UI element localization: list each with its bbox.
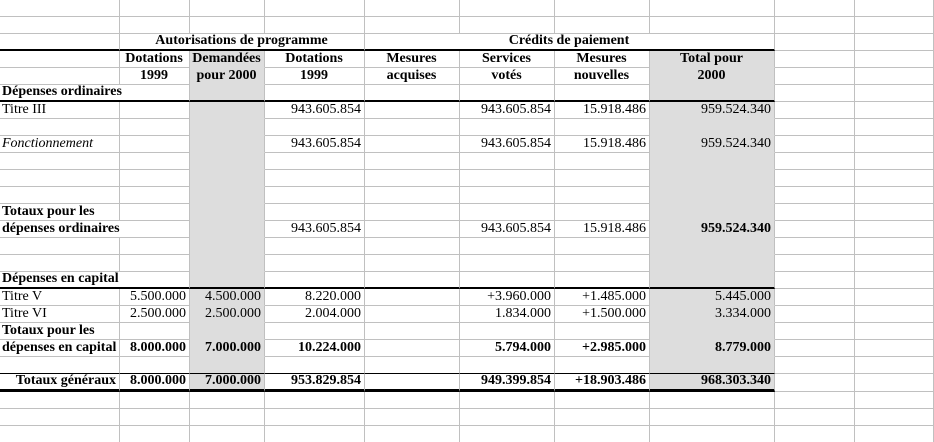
cell[interactable]: [365, 374, 460, 392]
cell[interactable]: [190, 187, 265, 204]
cell[interactable]: [265, 153, 365, 170]
cell[interactable]: [265, 170, 365, 187]
cell[interactable]: [855, 306, 934, 323]
cell-titre6-services-votes[interactable]: 1.834.000: [460, 306, 555, 323]
cell[interactable]: [190, 119, 265, 136]
cell[interactable]: [775, 187, 855, 204]
cell[interactable]: [855, 426, 934, 442]
cell[interactable]: [460, 204, 555, 221]
cell[interactable]: [775, 0, 855, 17]
cell[interactable]: [775, 68, 855, 85]
cell[interactable]: [555, 272, 650, 289]
table-row: [0, 426, 934, 442]
cell[interactable]: [855, 357, 934, 374]
cell[interactable]: [0, 170, 120, 187]
cell[interactable]: [775, 34, 855, 51]
cell[interactable]: [0, 51, 120, 68]
cell[interactable]: [775, 204, 855, 221]
group-header-autorisations[interactable]: Autorisations de programme: [120, 34, 365, 51]
cell[interactable]: [460, 170, 555, 187]
col-header-total-2000-line2[interactable]: 2000: [650, 68, 775, 85]
cell-totaux-capital-services-votes[interactable]: 5.794.000: [460, 340, 555, 357]
cell[interactable]: [120, 323, 190, 340]
cell[interactable]: [0, 34, 120, 51]
cell[interactable]: [460, 85, 555, 102]
cell[interactable]: [775, 221, 855, 238]
cell[interactable]: [0, 17, 120, 34]
cell-fonctionnement-dotations-1999[interactable]: 943.605.854: [265, 136, 365, 153]
cell[interactable]: [365, 340, 460, 357]
cell[interactable]: [190, 153, 265, 170]
cell[interactable]: [190, 323, 265, 340]
col-header-mesures-nouvelles[interactable]: Mesures: [555, 51, 650, 68]
cell[interactable]: [365, 272, 460, 289]
cell[interactable]: [460, 392, 555, 409]
cell-totaux-ordinaires-label-line2[interactable]: dépenses ordinaires: [0, 221, 190, 238]
cell[interactable]: [555, 392, 650, 409]
table-row: [0, 238, 934, 255]
cell[interactable]: [365, 204, 460, 221]
cell[interactable]: [460, 409, 555, 426]
cell-titre6-mesures-nouvelles[interactable]: +1.500.000: [555, 306, 650, 323]
cell[interactable]: [555, 409, 650, 426]
cell-totaux-generaux-total-2000[interactable]: 968.303.340: [650, 374, 775, 392]
cell[interactable]: [775, 289, 855, 306]
cell[interactable]: [190, 170, 265, 187]
table-row: [0, 255, 934, 272]
group-header-credits[interactable]: Crédits de paiement: [365, 34, 775, 51]
cell-titre5-mesures-nouvelles[interactable]: +1.485.000: [555, 289, 650, 306]
table-row: [0, 136, 934, 153]
table-row: [0, 357, 934, 374]
cell[interactable]: [120, 170, 190, 187]
cell[interactable]: [0, 392, 120, 409]
cell[interactable]: [460, 0, 555, 17]
table-row: [0, 34, 934, 51]
cell[interactable]: [190, 357, 265, 374]
cell-totaux-generaux-demandees-2000[interactable]: 7.000.000: [190, 374, 265, 392]
cell[interactable]: [265, 357, 365, 374]
cell[interactable]: [855, 187, 934, 204]
cell[interactable]: [855, 0, 934, 17]
cell[interactable]: [460, 272, 555, 289]
cell-titre6-demandees-2000[interactable]: 2.500.000: [190, 306, 265, 323]
table-row: [0, 306, 934, 323]
cell[interactable]: [775, 357, 855, 374]
col-header-total-2000[interactable]: Total pour: [650, 51, 775, 68]
cell-fonctionnement-services-votes[interactable]: 943.605.854: [460, 136, 555, 153]
cell[interactable]: [855, 392, 934, 409]
cell[interactable]: [190, 426, 265, 442]
cell-totaux-ordinaires-label-line1[interactable]: Totaux pour les: [0, 204, 120, 221]
cell[interactable]: [0, 426, 120, 442]
cell-totaux-capital-total-2000[interactable]: 8.779.000: [650, 340, 775, 357]
cell[interactable]: [775, 374, 855, 392]
cell[interactable]: [190, 392, 265, 409]
cell[interactable]: [775, 426, 855, 442]
cell[interactable]: [855, 17, 934, 34]
cell[interactable]: [265, 204, 365, 221]
cell[interactable]: [855, 170, 934, 187]
table-row: [0, 170, 934, 187]
table-row: [0, 340, 934, 357]
cell[interactable]: [190, 85, 265, 102]
cell[interactable]: [650, 0, 775, 17]
cell[interactable]: [265, 238, 365, 255]
cell[interactable]: [265, 17, 365, 34]
cell[interactable]: [855, 68, 934, 85]
col-header-services-votes[interactable]: Services: [460, 51, 555, 68]
cell[interactable]: [855, 119, 934, 136]
cell[interactable]: [265, 272, 365, 289]
cell[interactable]: [0, 238, 120, 255]
cell-titre5-dotations-1999-ap[interactable]: 5.500.000: [120, 289, 190, 306]
cell[interactable]: [120, 426, 190, 442]
cell[interactable]: [0, 187, 120, 204]
cell[interactable]: [120, 136, 190, 153]
cell[interactable]: [365, 357, 460, 374]
cell-titre6-dotations-1999-ap[interactable]: 2.500.000: [120, 306, 190, 323]
cell[interactable]: [650, 187, 775, 204]
cell[interactable]: [120, 255, 190, 272]
cell[interactable]: [650, 17, 775, 34]
cell[interactable]: [855, 323, 934, 340]
section-header-depenses-ordinaires[interactable]: Dépenses ordinaires: [0, 85, 190, 102]
cell[interactable]: [120, 392, 190, 409]
cell-titre6-dotations-1999[interactable]: 2.004.000: [265, 306, 365, 323]
cell-totaux-ordinaires-services-votes[interactable]: 943.605.854: [460, 221, 555, 238]
cell[interactable]: [650, 238, 775, 255]
cell[interactable]: [855, 221, 934, 238]
cell[interactable]: [365, 289, 460, 306]
cell-totaux-capital-demandees-2000[interactable]: 7.000.000: [190, 340, 265, 357]
cell-totaux-capital-dotations-1999[interactable]: 10.224.000: [265, 340, 365, 357]
cell[interactable]: [190, 272, 265, 289]
cell[interactable]: [265, 409, 365, 426]
cell[interactable]: [460, 426, 555, 442]
table-row: [0, 204, 934, 221]
cell[interactable]: [555, 255, 650, 272]
cell[interactable]: [120, 0, 190, 17]
cell[interactable]: [855, 85, 934, 102]
table-row: [0, 119, 934, 136]
table-row: [0, 272, 934, 289]
cell[interactable]: [775, 119, 855, 136]
col-header-mesures-acquises[interactable]: Mesures: [365, 51, 460, 68]
cell-titre3-services-votes[interactable]: 943.605.854: [460, 102, 555, 119]
table-row: [0, 102, 934, 119]
cell-totaux-generaux-mesures-nouvelles[interactable]: +18.903.486: [555, 374, 650, 392]
cell[interactable]: [555, 0, 650, 17]
cell-totaux-generaux-dotations-1999[interactable]: 953.829.854: [265, 374, 365, 392]
table-row: [0, 409, 934, 426]
cell[interactable]: [190, 238, 265, 255]
cell[interactable]: [775, 102, 855, 119]
cell[interactable]: [190, 0, 265, 17]
cell[interactable]: [460, 323, 555, 340]
table-row: [0, 221, 934, 238]
cell[interactable]: [855, 153, 934, 170]
cell[interactable]: [855, 34, 934, 51]
cell-totaux-generaux-services-votes[interactable]: 949.399.854: [460, 374, 555, 392]
col-header-dotations-1999-ap[interactable]: Dotations: [120, 51, 190, 68]
cell[interactable]: [855, 51, 934, 68]
cell[interactable]: [855, 340, 934, 357]
table-row: [0, 323, 934, 340]
cell[interactable]: [265, 119, 365, 136]
cell[interactable]: [120, 119, 190, 136]
section-header-depenses-en-capital[interactable]: Dépenses en capital: [0, 272, 190, 289]
cell[interactable]: [775, 306, 855, 323]
cell[interactable]: [0, 409, 120, 426]
cell[interactable]: [120, 204, 190, 221]
cell[interactable]: [120, 238, 190, 255]
col-header-mesures-nouvelles-line2[interactable]: nouvelles: [555, 68, 650, 85]
cell-titre5-total-2000[interactable]: 5.445.000: [650, 289, 775, 306]
cell[interactable]: [775, 85, 855, 102]
cell[interactable]: [855, 255, 934, 272]
cell-titre6-total-2000[interactable]: 3.334.000: [650, 306, 775, 323]
cell[interactable]: [190, 409, 265, 426]
cell[interactable]: [0, 255, 120, 272]
cell[interactable]: [365, 409, 460, 426]
cell[interactable]: [120, 17, 190, 34]
cell[interactable]: [120, 357, 190, 374]
cell[interactable]: [775, 409, 855, 426]
cell-titre5-label[interactable]: Titre V: [0, 289, 120, 306]
col-header-mesures-acquises-line2[interactable]: acquises: [365, 68, 460, 85]
col-header-dotations-1999-ap-line2[interactable]: 1999: [120, 68, 190, 85]
cell[interactable]: [855, 374, 934, 392]
col-header-services-votes-line2[interactable]: votés: [460, 68, 555, 85]
cell[interactable]: [365, 170, 460, 187]
cell-totaux-capital-mesures-nouvelles[interactable]: +2.985.000: [555, 340, 650, 357]
cell[interactable]: [775, 323, 855, 340]
cell[interactable]: [365, 119, 460, 136]
table-row: [0, 17, 934, 34]
cell[interactable]: [855, 204, 934, 221]
col-header-dotations-1999-cp-line2[interactable]: 1999: [265, 68, 365, 85]
cell[interactable]: [555, 187, 650, 204]
cell[interactable]: [190, 204, 265, 221]
cell[interactable]: [650, 357, 775, 374]
cell[interactable]: [120, 153, 190, 170]
cell-totaux-ordinaires-dotations-1999[interactable]: 943.605.854: [265, 221, 365, 238]
cell[interactable]: [460, 153, 555, 170]
cell-titre3-dotations-1999[interactable]: 943.605.854: [265, 102, 365, 119]
cell[interactable]: [265, 426, 365, 442]
cell[interactable]: [120, 187, 190, 204]
cell[interactable]: [0, 153, 120, 170]
cell-totaux-capital-label-line1[interactable]: Totaux pour les: [0, 323, 120, 340]
cell[interactable]: [120, 409, 190, 426]
cell[interactable]: [460, 255, 555, 272]
cell-totaux-generaux-label[interactable]: Totaux généraux: [0, 374, 120, 392]
cell[interactable]: [650, 426, 775, 442]
table-row: [0, 153, 934, 170]
cell[interactable]: [650, 272, 775, 289]
cell[interactable]: [775, 153, 855, 170]
cell[interactable]: [365, 136, 460, 153]
cell[interactable]: [460, 119, 555, 136]
cell[interactable]: [190, 17, 265, 34]
cell[interactable]: [190, 255, 265, 272]
cell[interactable]: [555, 153, 650, 170]
cell[interactable]: [265, 85, 365, 102]
cell[interactable]: [265, 255, 365, 272]
cell[interactable]: [555, 323, 650, 340]
table-row: [0, 374, 934, 392]
table-row: [0, 289, 934, 306]
cell[interactable]: [365, 426, 460, 442]
cell-fonctionnement-total-2000[interactable]: 959.524.340: [650, 136, 775, 153]
cell[interactable]: [265, 323, 365, 340]
cell-totaux-capital-dotations-1999-ap[interactable]: 8.000.000: [120, 340, 190, 357]
cell-totaux-capital-label-line2[interactable]: dépenses en capital: [0, 340, 120, 357]
col-header-demandees-2000[interactable]: Demandées: [190, 51, 265, 68]
cell[interactable]: [555, 170, 650, 187]
cell[interactable]: [555, 357, 650, 374]
cell[interactable]: [775, 51, 855, 68]
cell-fonctionnement-label[interactable]: Fonctionnement: [0, 136, 120, 153]
cell[interactable]: [650, 204, 775, 221]
cell[interactable]: [265, 0, 365, 17]
cell[interactable]: [0, 0, 120, 17]
cell-titre6-label[interactable]: Titre VI: [0, 306, 120, 323]
cell[interactable]: [555, 17, 650, 34]
table-row: [0, 187, 934, 204]
cell[interactable]: [365, 187, 460, 204]
cell[interactable]: [460, 357, 555, 374]
cell[interactable]: [650, 85, 775, 102]
cell[interactable]: [365, 153, 460, 170]
cell[interactable]: [775, 170, 855, 187]
cell[interactable]: [855, 136, 934, 153]
cell-titre5-demandees-2000[interactable]: 4.500.000: [190, 289, 265, 306]
cell[interactable]: [555, 85, 650, 102]
cell[interactable]: [775, 392, 855, 409]
cell[interactable]: [855, 289, 934, 306]
col-header-demandees-2000-line2[interactable]: pour 2000: [190, 68, 265, 85]
cell-titre3-mesures-nouvelles[interactable]: 15.918.486: [555, 102, 650, 119]
cell[interactable]: [190, 136, 265, 153]
cell[interactable]: [190, 221, 265, 238]
cell[interactable]: [555, 204, 650, 221]
cell[interactable]: [365, 255, 460, 272]
cell[interactable]: [365, 0, 460, 17]
table-row: [0, 392, 934, 409]
cell[interactable]: [775, 17, 855, 34]
cell[interactable]: [365, 221, 460, 238]
cell[interactable]: [0, 357, 120, 374]
cell[interactable]: [555, 426, 650, 442]
cell[interactable]: [555, 238, 650, 255]
cell[interactable]: [775, 272, 855, 289]
cell[interactable]: [365, 323, 460, 340]
cell[interactable]: [855, 238, 934, 255]
cell-titre3-total-2000[interactable]: 959.524.340: [650, 102, 775, 119]
cell-totaux-generaux-dotations-1999-ap[interactable]: 8.000.000: [120, 374, 190, 392]
cell[interactable]: [120, 102, 190, 119]
cell-titre5-dotations-1999[interactable]: 8.220.000: [265, 289, 365, 306]
cell[interactable]: [0, 68, 120, 85]
cell[interactable]: [365, 85, 460, 102]
cell[interactable]: [0, 119, 120, 136]
cell[interactable]: [650, 153, 775, 170]
cell-totaux-ordinaires-total-2000[interactable]: 959.524.340: [650, 221, 775, 238]
cell[interactable]: [775, 238, 855, 255]
cell-fonctionnement-mesures-nouvelles[interactable]: 15.918.486: [555, 136, 650, 153]
col-header-dotations-1999-cp[interactable]: Dotations: [265, 51, 365, 68]
cell[interactable]: [265, 187, 365, 204]
cell[interactable]: [650, 323, 775, 340]
cell[interactable]: [365, 102, 460, 119]
table-row: [0, 51, 934, 68]
cell[interactable]: [365, 238, 460, 255]
cell[interactable]: [650, 255, 775, 272]
cell[interactable]: [190, 102, 265, 119]
cell[interactable]: [460, 187, 555, 204]
cell-titre3-label[interactable]: Titre III: [0, 102, 120, 119]
cell[interactable]: [650, 119, 775, 136]
cell-titre5-services-votes[interactable]: +3.960.000: [460, 289, 555, 306]
cell[interactable]: [855, 102, 934, 119]
cell[interactable]: [775, 255, 855, 272]
cell[interactable]: [775, 136, 855, 153]
cell[interactable]: [460, 238, 555, 255]
cell[interactable]: [365, 392, 460, 409]
cell[interactable]: [650, 170, 775, 187]
cell[interactable]: [855, 272, 934, 289]
cell[interactable]: [365, 306, 460, 323]
cell[interactable]: [855, 409, 934, 426]
cell[interactable]: [650, 392, 775, 409]
cell[interactable]: [265, 392, 365, 409]
cell[interactable]: [775, 340, 855, 357]
cell[interactable]: [460, 17, 555, 34]
table-row: [0, 85, 934, 102]
table-row: [0, 0, 934, 17]
cell-totaux-ordinaires-mesures-nouvelles[interactable]: 15.918.486: [555, 221, 650, 238]
cell[interactable]: [650, 409, 775, 426]
cell[interactable]: [365, 17, 460, 34]
table-row: [0, 68, 934, 85]
cell[interactable]: [555, 119, 650, 136]
